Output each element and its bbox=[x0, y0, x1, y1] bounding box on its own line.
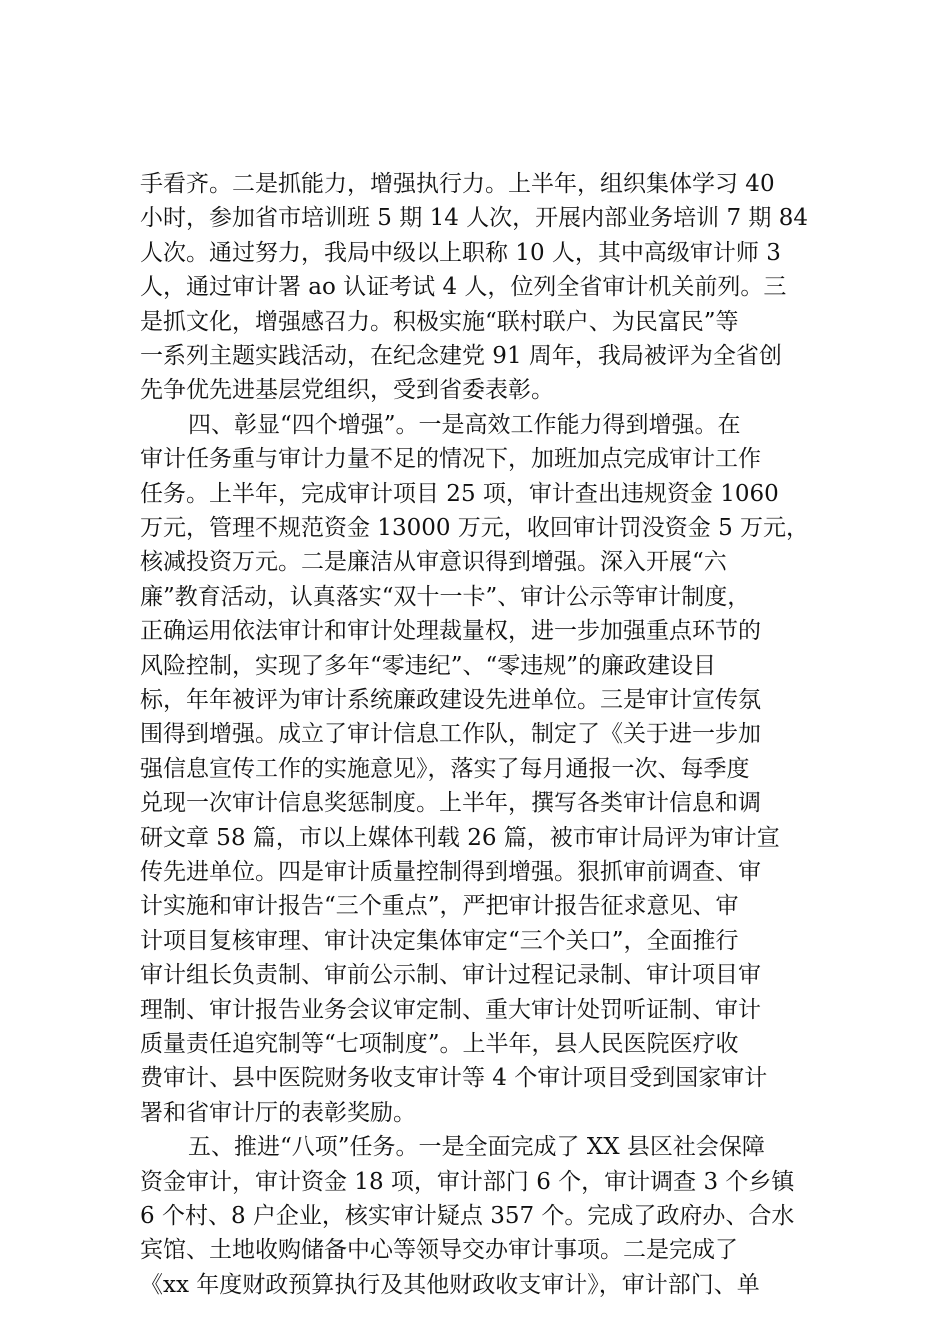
text-line: 小时，参加省市培训班 5 期 14 人次，开展内部业务培训 7 期 84 bbox=[140, 205, 808, 232]
text-line: 风险控制，实现了多年“零违纪”、“零违规”的廉政建设目 bbox=[140, 652, 717, 679]
text-line: 廉”教育活动，认真落实“双十一卡”、审计公示等审计制度， bbox=[140, 583, 751, 610]
text-line: 兑现一次审计信息奖惩制度。上半年，撰写各类审计信息和调 bbox=[140, 790, 761, 817]
text-line: 人次。通过努力，我局中级以上职称 10 人，其中高级审计师 3 bbox=[140, 239, 781, 266]
text-line: 费审计、县中医院财务收支审计等 4 个审计项目受到国家审计 bbox=[140, 1065, 768, 1092]
text-line: 核减投资万元。二是廉洁从审意识得到增强。深入开展“六 bbox=[140, 549, 727, 576]
text-line: 计实施和审计报告“三个重点”，严把审计报告征求意见、审 bbox=[140, 893, 739, 920]
text-line: 审计组长负责制、审前公示制、审计过程记录制、审计项目审 bbox=[140, 962, 761, 989]
text-line: 四、彰显“四个增强”。一是高效工作能力得到增强。在 bbox=[188, 411, 741, 438]
text-line: 传先进单位。四是审计质量控制得到增强。狠抓审前调查、审 bbox=[140, 859, 761, 885]
text-line: 6 个村、8 户企业，核实审计疑点 357 个。完成了政府办、合水 bbox=[140, 1203, 795, 1229]
text-line: 资金审计，审计资金 18 项，审计部门 6 个，审计调查 3 个乡镇 bbox=[140, 1168, 795, 1195]
text-line: 万元，管理不规范资金 13000 万元，收回审计罚没资金 5 万元， bbox=[140, 515, 810, 541]
text-line: 强信息宣传工作的实施意见》，落实了每月通报一次、每季度 bbox=[140, 755, 750, 782]
text-line: 质量责任追究制等“七项制度”。上半年，县人民医院医疗收 bbox=[140, 1031, 739, 1057]
text-line: 一系列主题实践活动，在纪念建党 91 周年，我局被评为全省创 bbox=[140, 343, 782, 369]
text-line: 标，年年被评为审计系统廉政建设先进单位。三是审计宣传氛 bbox=[140, 687, 761, 713]
text-line: 正确运用依法审计和审计处理裁量权，进一步加强重点环节的 bbox=[140, 618, 761, 645]
text-line: 围得到增强。成立了审计信息工作队，制定了《关于进一步加 bbox=[140, 721, 761, 748]
text-line: 研文章 58 篇，市以上媒体刊载 26 篇，被市审计局评为审计宣 bbox=[140, 824, 780, 851]
text-line: 手看齐。二是抓能力，增强执行力。上半年，组织集体学习 40 bbox=[140, 171, 775, 197]
text-line: 《xx 年度财政预算执行及其他财政收支审计》，审计部门、单 bbox=[140, 1271, 760, 1298]
text-line: 署和省审计厅的表彰奖励。 bbox=[140, 1099, 416, 1126]
text-line: 五、推进“八项”任务。一是全面完成了 XX 县区社会保障 bbox=[188, 1134, 765, 1161]
text-line: 是抓文化，增强感召力。积极实施“联村联户、为民富民”等 bbox=[140, 308, 739, 335]
text-line: 审计任务重与审计力量不足的情况下，加班加点完成审计工作 bbox=[140, 446, 761, 473]
text-line: 任务。上半年，完成审计项目 25 项，审计查出违规资金 1060 bbox=[140, 480, 779, 507]
text-line: 宾馆、土地收购储备中心等领导交办审计事项。二是完成了 bbox=[140, 1237, 738, 1264]
text-line: 先争优先进基层党组织，受到省委表彰。 bbox=[140, 377, 554, 404]
text-line: 计项目复核审理、审计决定集体审定“三个关口”，全面推行 bbox=[140, 927, 739, 954]
text-line: 理制、审计报告业务会议审定制、重大审计处罚听证制、审计 bbox=[140, 996, 761, 1023]
text-line: 人，通过审计署 ao 认证考试 4 人，位列全省审计机关前列。三 bbox=[140, 274, 787, 301]
